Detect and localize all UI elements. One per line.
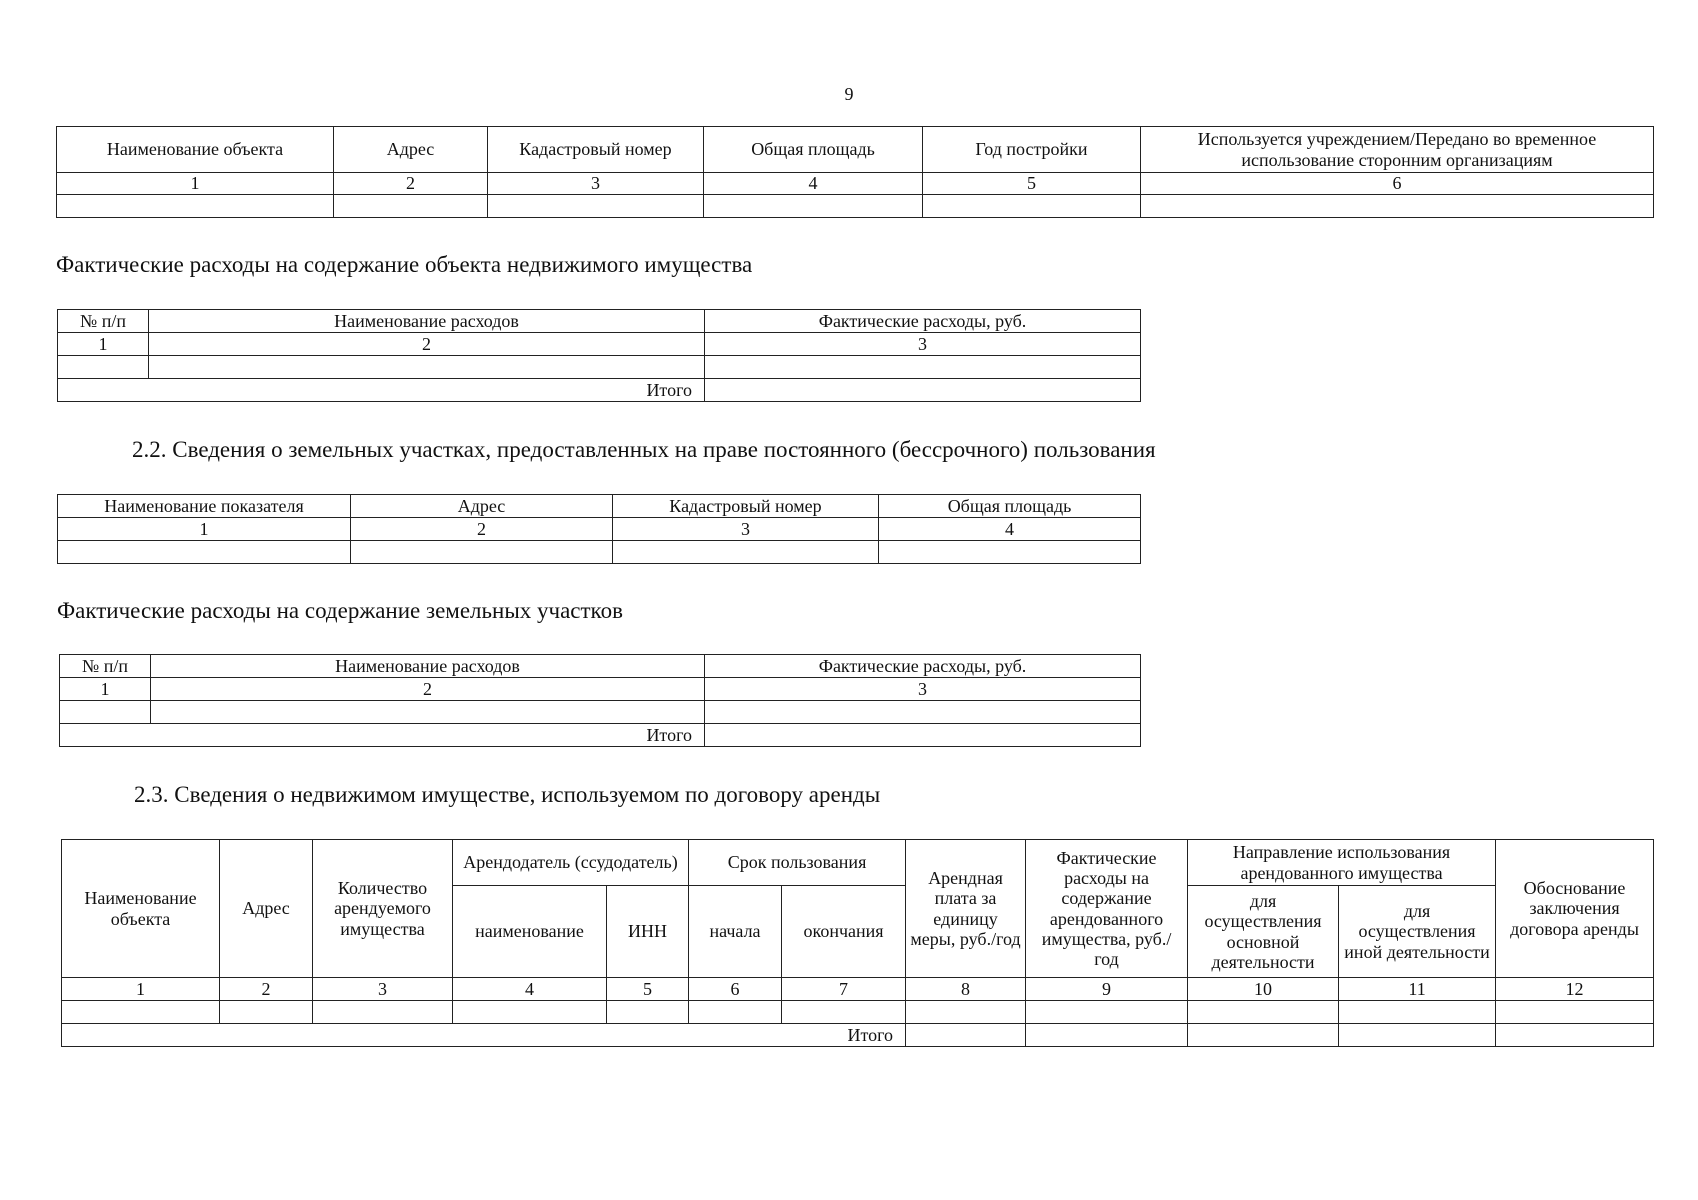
- header-usage-status: Используется учреждением/Передано во временное использование сторонним организациям: [1141, 127, 1654, 173]
- col-number: 6: [1141, 173, 1654, 195]
- total-label: Итого: [60, 724, 705, 747]
- header-actual-costs: Фактические расходы, руб.: [705, 655, 1141, 678]
- total-label: Итого: [58, 379, 705, 402]
- header-address: Адрес: [334, 127, 488, 173]
- col-number: 9: [1026, 978, 1188, 1001]
- empty-cell: [879, 541, 1141, 564]
- empty-cell: [57, 195, 334, 218]
- empty-cell: [220, 1001, 313, 1024]
- land-costs-title: Фактические расходы на содержание земельных участков: [57, 598, 623, 623]
- header-expense-name: Наименование расходов: [149, 310, 705, 333]
- section-2-2-title: 2.2. Сведения о земельных участках, предоставленных на праве постоянного (бессрочного) пользования: [132, 437, 1156, 462]
- col-number: 2: [351, 518, 613, 541]
- col-number: 1: [58, 333, 149, 356]
- header-actual-costs: Фактические расходы, руб.: [705, 310, 1141, 333]
- col-number: 4: [879, 518, 1141, 541]
- empty-cell: [488, 195, 704, 218]
- header-basis: Обоснование заключения договора аренды: [1496, 840, 1654, 978]
- building-costs-table: [57, 309, 1141, 402]
- header-address: Адрес: [220, 840, 313, 978]
- empty-cell: [58, 356, 149, 379]
- col-number: 5: [923, 173, 1141, 195]
- col-number: 5: [607, 978, 689, 1001]
- header-lessor-inn: ИНН: [607, 886, 689, 978]
- empty-cell: [906, 1001, 1026, 1024]
- empty-cell: [705, 701, 1141, 724]
- col-number: 3: [313, 978, 453, 1001]
- header-quantity: Количество арендуемого имущества: [313, 840, 453, 978]
- col-number: 10: [1188, 978, 1339, 1001]
- col-number: 1: [57, 173, 334, 195]
- col-number: 3: [613, 518, 879, 541]
- col-number: 3: [705, 678, 1141, 701]
- objects-table: [56, 126, 1654, 218]
- col-number: 7: [782, 978, 906, 1001]
- total-value: [705, 379, 1141, 402]
- total-value: [1496, 1024, 1654, 1047]
- land-plots-table: [57, 494, 1141, 564]
- empty-cell: [351, 541, 613, 564]
- total-label: Итого: [62, 1024, 906, 1047]
- header-term-end: окончания: [782, 886, 906, 978]
- col-number: 4: [453, 978, 607, 1001]
- empty-cell: [782, 1001, 906, 1024]
- empty-cell: [151, 701, 705, 724]
- empty-cell: [1496, 1001, 1654, 1024]
- empty-cell: [58, 541, 351, 564]
- col-number: 1: [58, 518, 351, 541]
- col-number: 6: [689, 978, 782, 1001]
- col-number: 3: [705, 333, 1141, 356]
- empty-cell: [705, 356, 1141, 379]
- total-value: [1026, 1024, 1188, 1047]
- header-term-start: начала: [689, 886, 782, 978]
- empty-cell: [1339, 1001, 1496, 1024]
- header-cadastral-number: Кадастровый номер: [613, 495, 879, 518]
- header-total-area: Общая площадь: [704, 127, 923, 173]
- col-number: 3: [488, 173, 704, 195]
- total-value: [906, 1024, 1026, 1047]
- empty-cell: [1141, 195, 1654, 218]
- col-number: 2: [334, 173, 488, 195]
- col-number: 2: [220, 978, 313, 1001]
- col-number: 2: [151, 678, 705, 701]
- col-number: 1: [62, 978, 220, 1001]
- col-number: 8: [906, 978, 1026, 1001]
- header-actual-costs: Фактические расходы на содержание арендованного имущества, руб./год: [1026, 840, 1188, 978]
- land-costs-table: [59, 654, 1141, 747]
- page-number: 9: [844, 84, 854, 104]
- header-total-area: Общая площадь: [879, 495, 1141, 518]
- header-expense-name: Наименование расходов: [151, 655, 705, 678]
- empty-cell: [60, 701, 151, 724]
- header-cadastral-number: Кадастровый номер: [488, 127, 704, 173]
- header-usage-other: для осуществления иной деятельности: [1339, 886, 1496, 978]
- header-lessor-name: наименование: [453, 886, 607, 978]
- empty-cell: [607, 1001, 689, 1024]
- header-row-number: № п/п: [58, 310, 149, 333]
- total-value: [1339, 1024, 1496, 1047]
- header-object-name: Наименование объекта: [62, 840, 220, 978]
- col-number: 4: [704, 173, 923, 195]
- header-object-name: Наименование объекта: [57, 127, 334, 173]
- section-2-3-title: 2.3. Сведения о недвижимом имуществе, используемом по договору аренды: [134, 782, 881, 807]
- empty-cell: [613, 541, 879, 564]
- empty-cell: [1026, 1001, 1188, 1024]
- empty-cell: [689, 1001, 782, 1024]
- empty-cell: [313, 1001, 453, 1024]
- empty-cell: [704, 195, 923, 218]
- empty-cell: [62, 1001, 220, 1024]
- building-costs-title: Фактические расходы на содержание объекта недвижимого имущества: [56, 252, 753, 277]
- col-number: 1: [60, 678, 151, 701]
- empty-cell: [923, 195, 1141, 218]
- header-lessor: Арендодатель (ссудодатель): [453, 840, 689, 886]
- header-row-number: № п/п: [60, 655, 151, 678]
- header-address: Адрес: [351, 495, 613, 518]
- header-indicator-name: Наименование показателя: [58, 495, 351, 518]
- empty-cell: [1188, 1001, 1339, 1024]
- empty-cell: [149, 356, 705, 379]
- lease-table: [61, 839, 1654, 1047]
- header-term: Срок пользования: [689, 840, 906, 886]
- header-build-year: Год постройки: [923, 127, 1141, 173]
- empty-cell: [453, 1001, 607, 1024]
- header-usage-main: для осуществления основной деятельности: [1188, 886, 1339, 978]
- col-number: 12: [1496, 978, 1654, 1001]
- col-number: 2: [149, 333, 705, 356]
- header-rent: Арендная плата за единицу меры, руб./год: [906, 840, 1026, 978]
- col-number: 11: [1339, 978, 1496, 1001]
- total-value: [705, 724, 1141, 747]
- header-usage: Направление использования арендованного имущества: [1188, 840, 1496, 886]
- empty-cell: [334, 195, 488, 218]
- total-value: [1188, 1024, 1339, 1047]
